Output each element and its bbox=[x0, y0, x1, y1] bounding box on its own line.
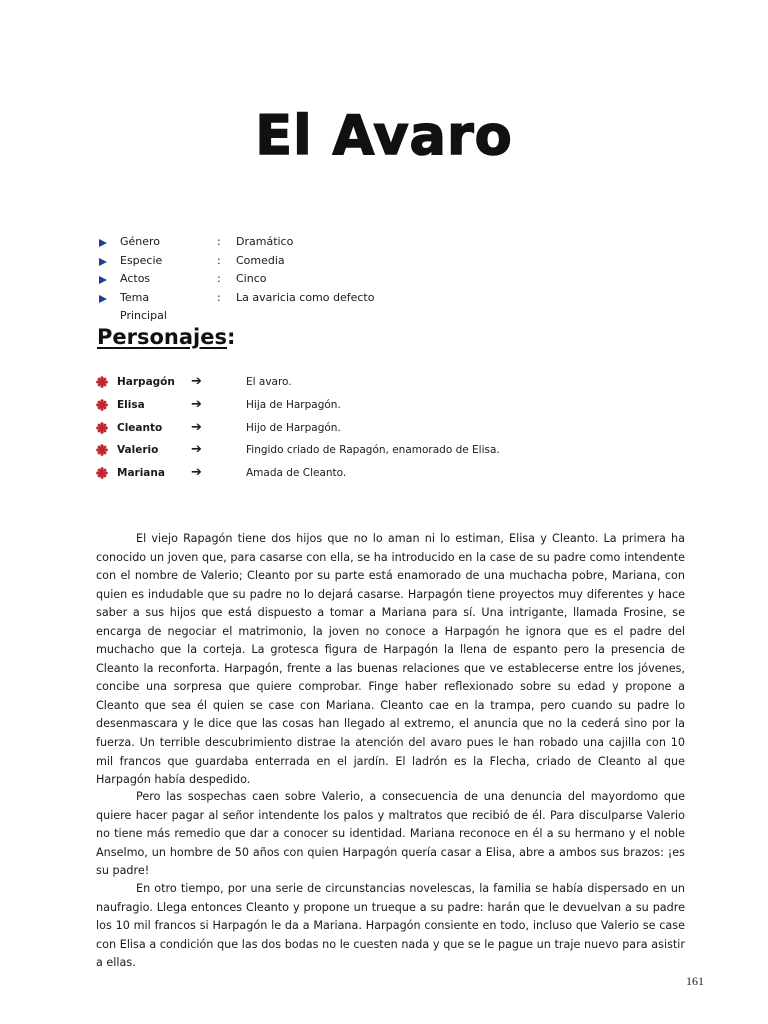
info-colon: : bbox=[217, 235, 221, 248]
right-arrow-icon: ➔ bbox=[191, 442, 202, 458]
page-number: 161 bbox=[686, 974, 704, 988]
info-value: La avaricia como defecto bbox=[236, 290, 375, 304]
character-description: Hijo de Harpagón. bbox=[246, 421, 341, 434]
right-arrow-icon: ➔ bbox=[191, 419, 202, 435]
character-description: Fingido criado de Rapagón, enamorado de Elisa. bbox=[246, 444, 500, 457]
right-arrow-icon: ➔ bbox=[191, 396, 202, 412]
character-name: Harpagón bbox=[117, 376, 175, 388]
character-description: Amada de Cleanto. bbox=[246, 467, 347, 479]
document-title: El Avaro bbox=[255, 104, 513, 167]
right-arrow-icon: ➔ bbox=[191, 374, 202, 389]
flower-bullet-icon bbox=[96, 422, 108, 434]
info-label: Especie bbox=[120, 253, 163, 267]
info-value: Cinco bbox=[236, 272, 267, 285]
info-value: Dramático bbox=[236, 235, 294, 248]
section-heading bbox=[97, 325, 235, 349]
info-label: Género bbox=[120, 235, 161, 248]
info-label: Actos bbox=[120, 272, 151, 285]
right-arrow-icon: ➔ bbox=[191, 465, 202, 480]
character-description: El avaro. bbox=[246, 376, 292, 388]
section-heading-colon: : bbox=[226, 325, 236, 349]
flower-bullet-icon bbox=[96, 376, 108, 388]
triangle-bullet-icon bbox=[99, 295, 107, 303]
triangle-bullet-icon bbox=[99, 276, 107, 284]
info-label: Tema Principal bbox=[120, 290, 167, 322]
body-paragraph-2: Pero las sospechas caen sobre Valerio, a consecuencia de una denuncia del mayordomo que quiere hacer pagar al señor intendente los palos y maltratos que recibió de él. Para disculparse Valerio no tiene más remedio que dar a conocer su identidad. Mariana reconoce en él a su hermano y el noble Anselmo, un hombre de 50 años con quien Harpagón quería casar a Elisa, abre a ambos sus brazos: ¡es su padre! bbox=[96, 790, 685, 878]
info-colon: : bbox=[217, 253, 221, 267]
character-name: Cleanto bbox=[117, 421, 163, 434]
flower-bullet-icon bbox=[96, 444, 108, 456]
info-colon: : bbox=[217, 272, 221, 285]
body-paragraph-3: En otro tiempo, por una serie de circunstancias novelescas, la familia se había dispersado en un naufragio. Llega entonces Cleanto y propone un trueque a su padre: harán que le devuelvan a su padre los 10 mil francos si Harpagón le da a Mariana. Harpagón consiente en todo, incluso que Valerio se case con Elisa a condición que las dos bodas no le cuesten nada y que se le pague un traje nuevo para asistir a ellas. bbox=[96, 882, 685, 970]
character-name: Elisa bbox=[117, 398, 145, 411]
triangle-bullet-icon bbox=[99, 258, 107, 266]
character-name: Mariana bbox=[117, 467, 165, 479]
triangle-bullet-icon bbox=[99, 239, 107, 247]
info-colon: : bbox=[217, 290, 221, 304]
section-heading-word: Personajes bbox=[97, 325, 227, 349]
info-value: Comedia bbox=[236, 253, 285, 267]
flower-bullet-icon bbox=[96, 399, 108, 411]
character-description: Hija de Harpagón. bbox=[246, 398, 341, 411]
character-name: Valerio bbox=[117, 444, 159, 457]
body-paragraph-1: El viejo Rapagón tiene dos hijos que no lo aman ni lo estiman, Elisa y Cleanto. La primera ha conocido un joven que, para casarse con ella, se ha introducido en la case de su padre como intendente con el nombre de Valerio; Cleanto por su parte está enamorado de una muchacha pobre, Mariana, con quien es indudable que su padre no lo dejará casarse. Harpagón tiene proyectos muy diferentes y hace saber a sus hijos que está dispuesto a tomar a Mariana para sí. Una intrigante, llamada Frosine, se encarga de negociar el matrimonio, la joven no conoce a Harpagón he ignora que es el padre del muchacho que la corteja. La grotesca figura de Harpagón la llena de espanto pero la presencia de Cleanto la reconforta. Harpagón, frente a las buenas relaciones que ve establecerse entre los jóvenes, concibe una sorpresa que quiere comprobar. Finge haber reflexionado sobre su edad y propone a Cleanto que sea él quien se case con Mariana. Cleanto cae en la trampa, pero cuando su padre lo desenmascara y le dice que las cosas han llegado al extremo, el anuncia que no la cederá sino por la fuerza. Un terrible descubrimiento distrae la atención del avaro pues le han robado una cajilla con 10 mil francos que guardaba enterrada en el jardín. El ladrón es la Flecha, criado de Cleanto al que Harpagón había despedido. bbox=[96, 532, 685, 787]
flower-bullet-icon bbox=[96, 467, 108, 479]
